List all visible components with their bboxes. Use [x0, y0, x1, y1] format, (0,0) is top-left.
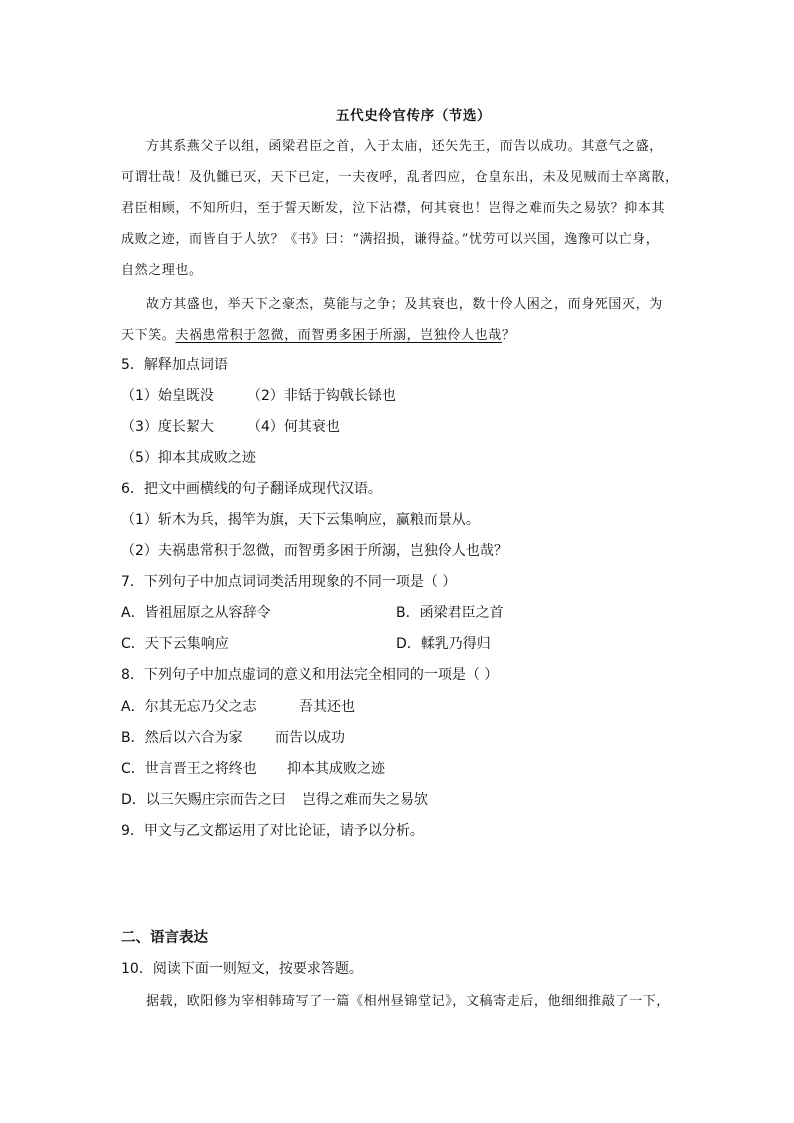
passage-line: 君臣相顾，不知所归，至于誓天断发，泣下沾襟，何其衰也！岂得之难而失之易欤？抑本其	[121, 201, 666, 216]
question-7-option-c: C．天下云集响应	[121, 636, 229, 652]
question-8-option-c: C．世言晋王之将终也	[121, 761, 257, 777]
question-5-item: （2）非铦于钩戟长铩也	[247, 388, 396, 404]
question-8-option-c-pair: 抑本其成败之迹	[287, 761, 385, 777]
question-5-item: （5）抑本其成败之迹	[121, 450, 256, 466]
passage-line: 成败之迹，而皆自于人欤？《书》曰：“满招损，谦得益。”忧劳可以兴国，逸豫可以亡身，	[121, 232, 660, 247]
question-5-item: （1）始皇既没	[121, 388, 214, 404]
question-6-stem: 6．把文中画横线的句子翻译成现代汉语。	[121, 481, 382, 497]
question-6-item: （2）夫祸患常积于忽微，而智勇多困于所溺，岂独伶人也哉？	[121, 543, 508, 559]
question-8-option-a-pair: 吾其还也	[299, 699, 355, 715]
passage-line	[121, 324, 515, 343]
question-10-text: 据载，欧阳修为宰相韩琦写了一篇《相州昼锦堂记》，文稿寄走后，他细细推敲了一下，	[146, 994, 670, 1009]
question-6-item: （1）斩木为兵，揭竿为旗，天下云集响应，赢粮而景从。	[121, 512, 480, 528]
passage-title: 五代史伶官传序（节选）	[336, 108, 492, 124]
passage-line: 自然之理也。	[121, 263, 203, 278]
question-8-option-b-pair: 而告以成功	[275, 730, 345, 746]
question-8-stem: 8．下列句子中加点虚词的意义和用法完全相同的一项是（ ）	[121, 667, 499, 683]
underlined-sentence: 夫祸患常积于忽微，而智勇多困于所溺，岂独伶人也哉	[175, 328, 502, 343]
passage-line-start: 天下笑。	[121, 328, 176, 343]
question-5-item: （3）度长絜大	[121, 419, 214, 435]
question-7-option-b: B．函梁君臣之首	[396, 605, 504, 621]
question-8-option-a: A．尔其无忘乃父之志	[121, 699, 257, 715]
question-5-stem: 5．解释加点词语	[121, 357, 228, 373]
question-mark: ？	[501, 328, 516, 343]
question-10-stem: 10．阅读下面一则短文，按要求答题。	[121, 961, 363, 977]
question-9-stem: 9．甲文与乙文都运用了对比论证，请予以分析。	[121, 823, 424, 839]
passage-line: 方其系燕父子以组，函梁君臣之首，入于太庙，还矢先王，而告以成功。其意气之盛，	[146, 139, 663, 154]
section-2-heading: 二、语言表达	[121, 930, 208, 946]
passage-line: 可谓壮哉！及仇雠已灭，天下已定，一夫夜呼，乱者四应，仓皇东出，未及见贼而士卒离散，	[121, 170, 679, 185]
passage-line: 故方其盛也，举天下之豪杰，莫能与之争；及其衰也，数十伶人困之，而身死国灭，为	[146, 297, 663, 312]
question-7-option-a: A．皆祖屈原之从容辞令	[121, 605, 271, 621]
question-8-option-d: D．以三矢赐庄宗而告之曰	[121, 792, 286, 808]
question-7-stem: 7．下列句子中加点词词类活用现象的不同一项是（ ）	[121, 574, 457, 590]
question-5-item: （4）何其衰也	[247, 419, 340, 435]
question-7-option-d: D．輮乳乃得归	[396, 636, 491, 652]
question-8-option-b: B．然后以六合为家	[121, 730, 243, 746]
question-8-option-d-pair: 岂得之难而失之易欤	[302, 792, 428, 808]
